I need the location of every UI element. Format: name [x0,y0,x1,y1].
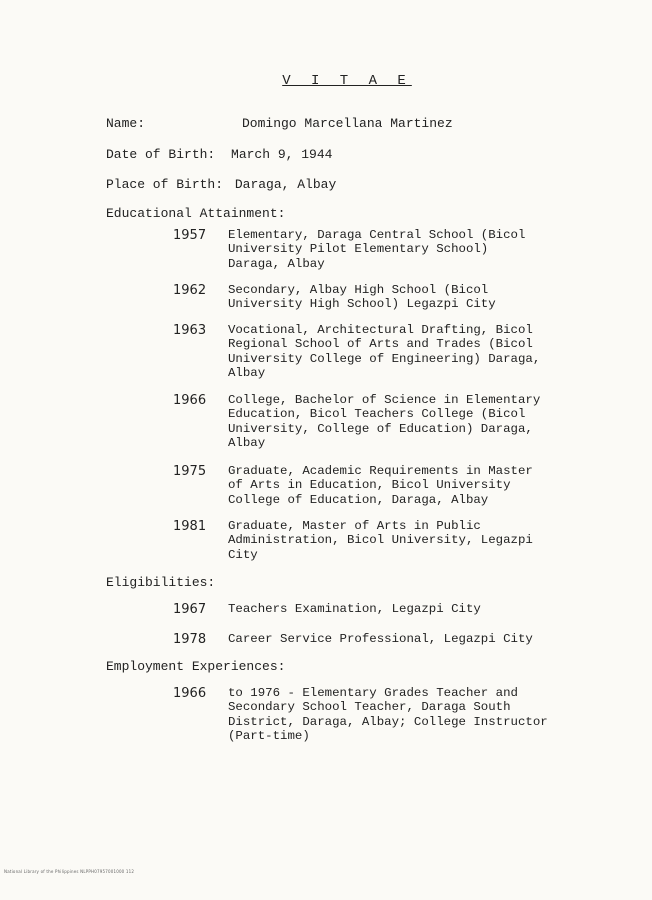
employment-entry: to 1976 - Elementary Grades Teacher and Secondary School Teacher, Daraga South District, Daraga, Albay; College Instructor (Part-time) [228,686,548,743]
education-entry: Graduate, Academic Requirements in Master of Arts in Education, Bicol University College of Education, Daraga, Albay [228,464,533,507]
birth-date-label: Date of Birth: [106,147,216,162]
eligibilities-heading: Eligibilities: [106,575,216,590]
eligibility-year: 1967 [173,602,207,617]
education-year: 1963 [173,323,207,338]
name-value: Domingo Marcellana Martinez [242,116,453,131]
eligibility-entry: Career Service Professional, Legazpi City [228,632,533,646]
education-entry: Vocational, Architectural Drafting, Bicol Regional School of Arts and Trades (Bicol University College of Engineering) Daraga, Albay [228,323,541,380]
eligibility-year: 1978 [173,632,207,647]
name-row [106,116,145,131]
archive-footer: National Library of the Philippines NLPPH07957001000 112 [4,869,135,874]
birth-date-value: March 9, 1944 [231,147,333,162]
education-entry: Graduate, Master of Arts in Public Administration, Bicol University, Legazpi City [228,519,533,562]
education-entry: Elementary, Daraga Central School (Bicol University Pilot Elementary School) Daraga, Albay [228,228,526,271]
education-year: 1957 [173,228,207,243]
education-year: 1966 [173,393,207,408]
employment-heading: Employment Experiences: [106,659,286,674]
education-year: 1962 [173,283,207,298]
birth-place-label: Place of Birth: [106,177,224,192]
document-title: V I T A E [282,73,412,89]
employment-year: 1966 [173,686,207,701]
education-entry: Secondary, Albay High School (Bicol University High School) Legazpi City [228,283,496,312]
education-year: 1975 [173,464,207,479]
birth-place-row [106,177,336,192]
eligibility-entry: Teachers Examination, Legazpi City [228,602,481,616]
name-label: Name: [106,116,146,131]
education-heading: Educational Attainment: [106,206,286,221]
education-entry: College, Bachelor of Science in Elementary Education, Bicol Teachers College (Bicol University, College of Education) Daraga, Albay [228,393,541,450]
education-year: 1981 [173,519,207,534]
birth-place-value: Daraga, Albay [234,177,337,192]
birth-date-row [106,147,332,162]
